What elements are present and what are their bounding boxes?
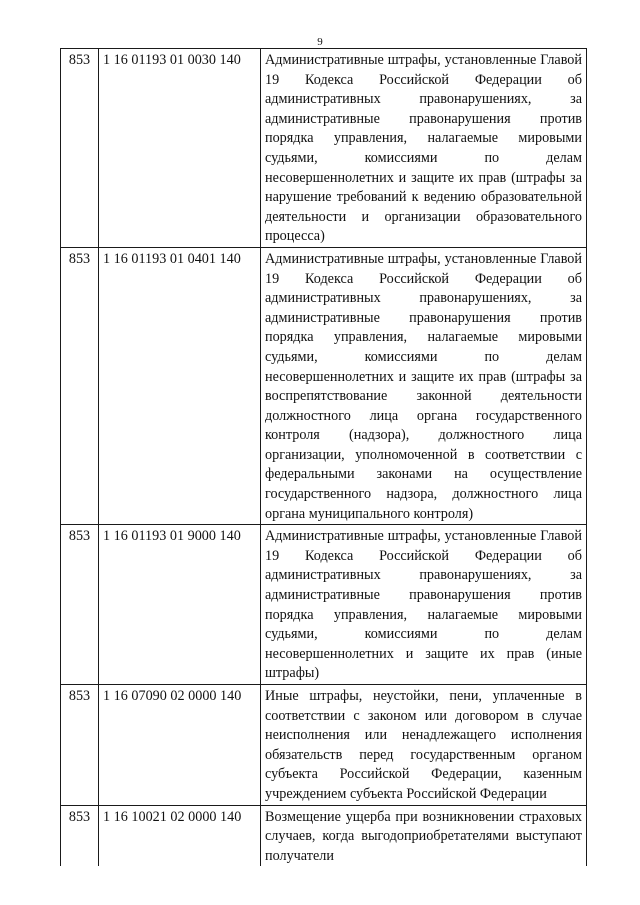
kbk-code-cell: 1 16 10021 02 0000 140 [99,805,261,866]
table-row [61,805,587,866]
kbk-code-cell: 1 16 01193 01 0030 140 [99,49,261,248]
description-cell: Иные штрафы, неустойки, пени, уплаченные в соответствии с законом или договором в случае неисполнения или ненадлежащего исполнения обязательств перед государственным органом субъекта Российской Федерации, казенным учреждением субъекта Российской Федерации [261,685,587,806]
description-cell: Возмещение ущерба при возникновении страховых случаев, когда выгодоприобретателями выступают получатели [261,805,587,866]
description-cell: Административные штрафы, установленные Главой 19 Кодекса Российской Федерации об административных правонарушениях, за административные правонарушения против порядка управления, налагаемые мировыми судьями, комиссиями по делам несовершеннолетних и защите их прав (иные штрафы) [261,525,587,685]
table-row [61,685,587,806]
admin-code-cell: 853 [61,247,99,524]
description-cell: Административные штрафы, установленные Главой 19 Кодекса Российской Федерации об административных правонарушениях, за административные правонарушения против порядка управления, налагаемые мировыми судьями, комиссиями по делам несовершеннолетних и защите их прав (штрафы за воспрепятствование законной деятельности должностного лица органа государственного контроля (надзора), должностного лица организации, уполномоченной в соответствии с федеральными законами на осуществление государственного надзора, должностного лица органа муниципального контроля) [261,247,587,524]
page-number: 9 [317,36,323,48]
kbk-code-cell: 1 16 01193 01 9000 140 [99,525,261,685]
admin-code-cell: 853 [61,49,99,248]
kbk-code-cell: 1 16 07090 02 0000 140 [99,685,261,806]
table-row [61,525,587,685]
budget-classification-table [60,48,587,866]
kbk-code-cell: 1 16 01193 01 0401 140 [99,247,261,524]
description-cell: Административные штрафы, установленные Главой 19 Кодекса Российской Федерации об административных правонарушениях, за административные правонарушения против порядка управления, налагаемые мировыми судьями, комиссиями по делам несовершеннолетних и защите их прав (штрафы за нарушение требований к ведению образовательной деятельности и организации образовательного процесса) [261,49,587,248]
table-row [61,247,587,524]
admin-code-cell: 853 [61,525,99,685]
table-row [61,49,587,248]
admin-code-cell: 853 [61,685,99,806]
admin-code-cell: 853 [61,805,99,866]
